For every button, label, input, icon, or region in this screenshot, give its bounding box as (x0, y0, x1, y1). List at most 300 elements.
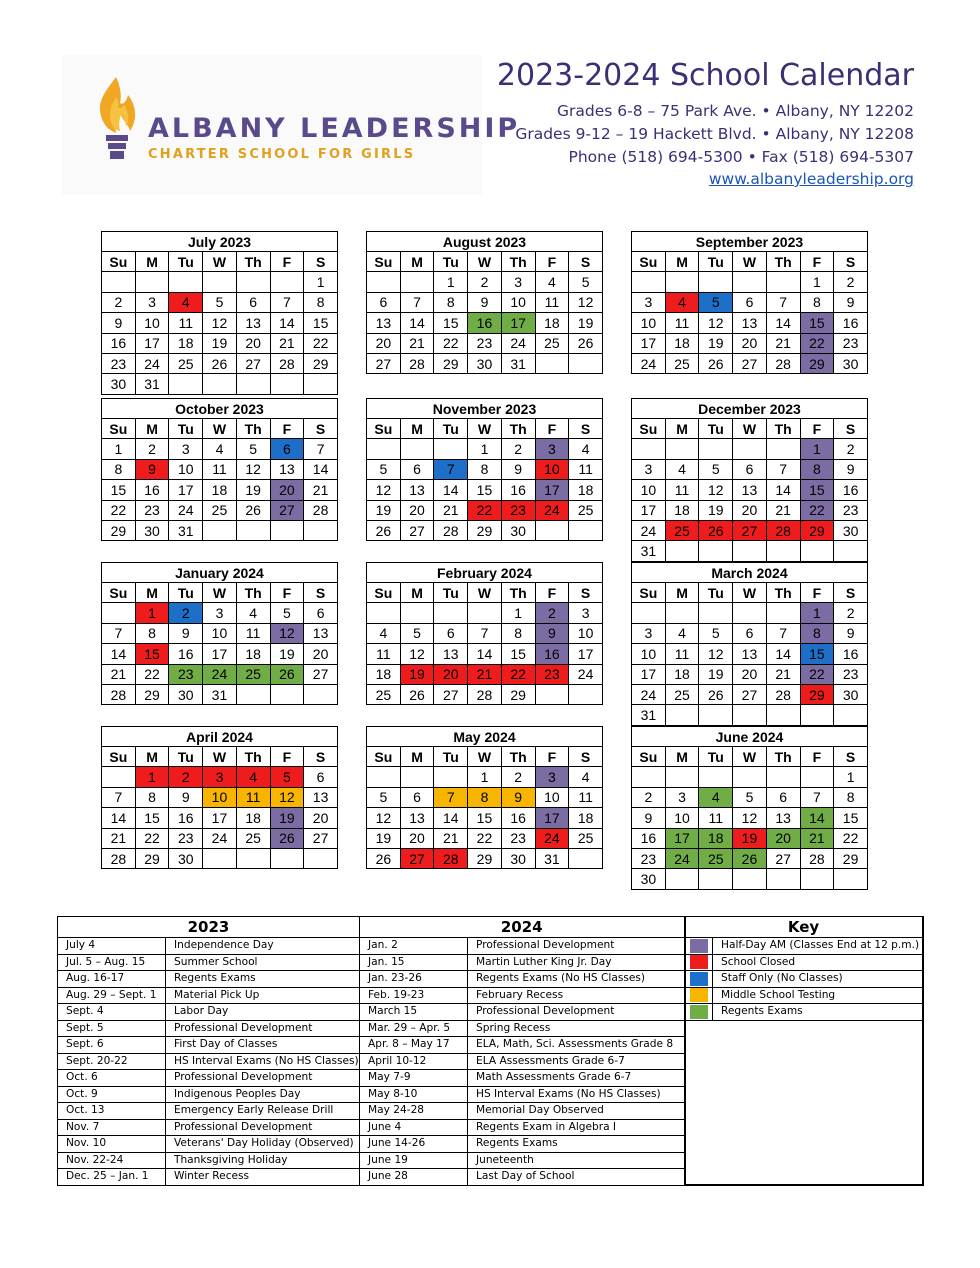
weekday-header: Th (766, 252, 800, 272)
weekday-header: Tu (699, 419, 733, 439)
calendar-day: 15 (304, 313, 338, 333)
calendar-day: 11 (665, 480, 699, 500)
empty-day (203, 272, 237, 292)
calendar-day: 21 (766, 664, 800, 684)
calendar-day: 4 (236, 603, 270, 623)
key-empty-cell (685, 1070, 923, 1087)
address-middle-school: Grades 6-8 – 75 Park Ave. • Albany, NY 12202 (557, 102, 914, 120)
empty-day (367, 439, 401, 459)
calendar-day: 28 (434, 848, 468, 868)
empty-day (270, 848, 304, 868)
event-name-2023: Regents Exams (166, 971, 360, 988)
empty-day (203, 848, 237, 868)
calendar-day: 20 (236, 333, 270, 353)
month-title: November 2023 (367, 399, 603, 419)
week-row (367, 828, 603, 848)
calendar-day: 7 (400, 292, 434, 312)
event-row (58, 1152, 923, 1169)
calendar-day: 27 (236, 353, 270, 373)
week-row (367, 603, 603, 623)
calendar-day: 27 (733, 353, 767, 373)
empty-day (569, 520, 603, 540)
empty-day (632, 272, 666, 292)
key-label: School Closed (713, 954, 923, 971)
week-row (102, 313, 338, 333)
calendar-day: 28 (468, 684, 502, 704)
week-row (632, 541, 868, 561)
empty-day (468, 603, 502, 623)
calendar-day: 29 (468, 520, 502, 540)
calendar-day: 27 (434, 684, 468, 704)
empty-day (699, 541, 733, 561)
weekday-header: Su (102, 747, 136, 767)
calendar-day: 12 (699, 644, 733, 664)
week-row (367, 272, 603, 292)
calendar-day: 17 (169, 480, 203, 500)
calendar-day: 30 (501, 848, 535, 868)
calendar-day: 4 (569, 439, 603, 459)
calendar-day: 11 (569, 459, 603, 479)
calendar-day: 21 (468, 664, 502, 684)
calendar-day: 5 (270, 603, 304, 623)
calendar-day: 27 (304, 828, 338, 848)
calendar-day: 2 (834, 439, 868, 459)
calendar-day: 25 (665, 684, 699, 704)
calendar-day: 10 (665, 808, 699, 828)
week-row (102, 333, 338, 353)
logo-school-name: ALBANY LEADERSHIP (148, 113, 521, 144)
calendar-november-2023 (366, 398, 603, 541)
calendar-day: 31 (632, 541, 666, 561)
event-date-2024: June 28 (360, 1169, 468, 1186)
event-date-2023: Oct. 9 (58, 1086, 166, 1103)
calendar-day: 18 (699, 828, 733, 848)
calendar-day: 25 (236, 664, 270, 684)
week-row (102, 603, 338, 623)
week-row (102, 520, 338, 540)
calendar-day: 18 (569, 808, 603, 828)
calendar-day: 9 (535, 623, 569, 643)
calendar-day: 13 (367, 313, 401, 333)
calendar-day: 1 (135, 767, 169, 787)
calendar-day: 22 (102, 500, 136, 520)
empty-day (304, 374, 338, 394)
week-row (367, 787, 603, 807)
week-row (367, 459, 603, 479)
calendar-day: 12 (270, 787, 304, 807)
event-name-2024: Math Assessments Grade 6-7 (468, 1070, 685, 1087)
empty-day (665, 603, 699, 623)
event-row (58, 1169, 923, 1186)
calendar-day: 17 (632, 333, 666, 353)
event-name-2023: Labor Day (166, 1004, 360, 1021)
empty-day (169, 272, 203, 292)
weekday-header: F (800, 583, 834, 603)
calendar-day: 29 (800, 520, 834, 540)
weekday-header: F (800, 419, 834, 439)
calendar-day: 25 (203, 500, 237, 520)
event-name-2024: Martin Luther King Jr. Day (468, 954, 685, 971)
weekday-header: Th (501, 419, 535, 439)
calendar-day: 25 (569, 828, 603, 848)
calendar-day: 18 (236, 808, 270, 828)
calendar-day: 16 (501, 808, 535, 828)
empty-day (699, 439, 733, 459)
weekday-header: M (665, 252, 699, 272)
calendar-day: 5 (699, 459, 733, 479)
empty-day (102, 767, 136, 787)
weekday-header: F (535, 419, 569, 439)
calendar-day: 15 (800, 480, 834, 500)
calendar-day: 8 (501, 623, 535, 643)
empty-day (236, 374, 270, 394)
weekday-header: S (304, 252, 338, 272)
week-row (367, 664, 603, 684)
calendar-day: 10 (632, 644, 666, 664)
calendar-day: 19 (367, 828, 401, 848)
event-name-2023: Independence Day (166, 938, 360, 955)
calendar-day: 21 (434, 500, 468, 520)
key-swatch-cell (685, 1004, 713, 1021)
event-name-2023: Professional Development (166, 1119, 360, 1136)
calendar-day: 14 (434, 808, 468, 828)
calendar-day: 20 (304, 644, 338, 664)
weekday-header: Tu (434, 252, 468, 272)
week-row (632, 313, 868, 333)
calendar-day: 8 (468, 787, 502, 807)
weekday-header: F (535, 583, 569, 603)
calendar-day: 15 (468, 480, 502, 500)
week-row (632, 787, 868, 807)
empty-day (665, 705, 699, 725)
calendar-day: 9 (834, 292, 868, 312)
empty-day (800, 767, 834, 787)
calendar-day: 31 (169, 520, 203, 540)
empty-day (766, 541, 800, 561)
calendar-day: 3 (501, 272, 535, 292)
calendar-day: 10 (535, 787, 569, 807)
empty-day (733, 439, 767, 459)
week-row (367, 623, 603, 643)
empty-day (270, 684, 304, 704)
calendar-day: 30 (501, 520, 535, 540)
empty-day (236, 272, 270, 292)
weekday-header: M (665, 747, 699, 767)
empty-day (434, 767, 468, 787)
empty-day (569, 848, 603, 868)
calendar-day: 1 (102, 439, 136, 459)
calendar-day: 13 (236, 313, 270, 333)
calendar-day: 20 (270, 480, 304, 500)
calendar-day: 28 (766, 520, 800, 540)
calendar-day: 22 (800, 664, 834, 684)
weekday-header: F (270, 747, 304, 767)
week-row (102, 374, 338, 394)
calendar-day: 24 (569, 664, 603, 684)
calendar-day: 14 (304, 459, 338, 479)
calendar-day: 23 (501, 828, 535, 848)
calendar-day: 4 (169, 292, 203, 312)
calendar-day: 18 (569, 480, 603, 500)
calendar-day: 4 (535, 272, 569, 292)
week-row (102, 272, 338, 292)
calendar-day: 13 (434, 644, 468, 664)
calendar-day: 2 (169, 603, 203, 623)
month-title: April 2024 (102, 727, 338, 747)
weekday-header: Th (236, 747, 270, 767)
calendar-day: 27 (367, 353, 401, 373)
calendar-day: 8 (135, 787, 169, 807)
weekday-header: Tu (434, 747, 468, 767)
weekday-header: Tu (434, 583, 468, 603)
event-name-2023: HS Interval Exams (No HS Classes) (166, 1053, 360, 1070)
weekday-header: Th (501, 252, 535, 272)
events-body (58, 938, 923, 1186)
calendar-day: 25 (169, 353, 203, 373)
week-row (632, 684, 868, 704)
calendar-day: 26 (699, 684, 733, 704)
month-title: January 2024 (102, 563, 338, 583)
calendar-day: 22 (304, 333, 338, 353)
weekday-header: Tu (169, 252, 203, 272)
event-name-2024: Memorial Day Observed (468, 1103, 685, 1120)
week-row (367, 313, 603, 333)
calendar-day: 25 (699, 848, 733, 868)
weekday-header: S (834, 419, 868, 439)
calendar-day: 11 (367, 644, 401, 664)
calendar-day: 29 (135, 848, 169, 868)
calendar-day: 2 (468, 272, 502, 292)
week-row (367, 848, 603, 868)
week-row (632, 353, 868, 373)
month-title: December 2023 (632, 399, 868, 419)
week-row (632, 500, 868, 520)
event-name-2024: Professional Development (468, 1004, 685, 1021)
weekday-header: S (569, 583, 603, 603)
calendar-day: 2 (501, 439, 535, 459)
calendar-day: 16 (535, 644, 569, 664)
calendar-day: 24 (632, 520, 666, 540)
calendar-day: 12 (699, 480, 733, 500)
calendar-day: 29 (135, 684, 169, 704)
event-date-2023: Sept. 20-22 (58, 1053, 166, 1070)
event-date-2023: Nov. 22-24 (58, 1152, 166, 1169)
calendar-day: 21 (102, 664, 136, 684)
calendar-day: 21 (800, 828, 834, 848)
logo-subtitle: CHARTER SCHOOL FOR GIRLS (148, 147, 416, 162)
event-date-2023: Aug. 29 – Sept. 1 (58, 987, 166, 1004)
key-color-swatch (690, 1005, 708, 1019)
weekday-header: F (270, 583, 304, 603)
weekday-header: Su (632, 252, 666, 272)
empty-day (800, 541, 834, 561)
calendar-day: 26 (569, 333, 603, 353)
calendar-day: 5 (236, 439, 270, 459)
calendar-day: 8 (304, 292, 338, 312)
empty-day (236, 684, 270, 704)
event-date-2024: Feb. 19-23 (360, 987, 468, 1004)
empty-day (834, 869, 868, 889)
calendar-day: 13 (304, 623, 338, 643)
calendar-day: 23 (632, 848, 666, 868)
calendar-day: 9 (169, 623, 203, 643)
empty-day (766, 439, 800, 459)
calendar-day: 22 (468, 828, 502, 848)
calendar-day: 12 (569, 292, 603, 312)
weekday-header: M (135, 252, 169, 272)
calendar-day: 19 (203, 333, 237, 353)
calendar-day: 9 (632, 808, 666, 828)
event-name-2023: First Day of Classes (166, 1037, 360, 1054)
key-color-swatch (690, 955, 708, 969)
week-row (102, 828, 338, 848)
calendar-day: 6 (733, 623, 767, 643)
weekday-header: W (468, 583, 502, 603)
weekday-header: W (733, 252, 767, 272)
empty-day (400, 603, 434, 623)
weekday-header: M (135, 747, 169, 767)
calendar-day: 2 (135, 439, 169, 459)
calendar-day: 28 (766, 684, 800, 704)
month-title: August 2023 (367, 232, 603, 252)
website-link[interactable]: www.albanyleadership.org (708, 170, 914, 188)
weekday-header: Su (367, 252, 401, 272)
week-row (367, 439, 603, 459)
calendar-day: 4 (236, 767, 270, 787)
key-empty-cell (685, 1152, 923, 1169)
event-name-2023: Material Pick Up (166, 987, 360, 1004)
empty-day (535, 520, 569, 540)
event-row (58, 1136, 923, 1153)
calendar-day: 31 (203, 684, 237, 704)
empty-day (270, 520, 304, 540)
calendar-day: 25 (236, 828, 270, 848)
calendar-day: 6 (304, 603, 338, 623)
week-row (102, 664, 338, 684)
empty-day (766, 603, 800, 623)
calendar-day: 15 (468, 808, 502, 828)
event-row (58, 1119, 923, 1136)
calendar-day: 1 (468, 439, 502, 459)
calendar-day: 3 (203, 603, 237, 623)
calendar-day: 22 (501, 664, 535, 684)
calendar-february-2024 (366, 562, 603, 705)
calendar-day: 12 (699, 313, 733, 333)
calendar-day: 14 (766, 313, 800, 333)
week-row (632, 480, 868, 500)
week-row (632, 808, 868, 828)
weekday-header: W (468, 252, 502, 272)
week-row (632, 292, 868, 312)
calendar-day: 23 (834, 664, 868, 684)
calendar-day: 7 (102, 787, 136, 807)
week-row (367, 480, 603, 500)
empty-day (270, 374, 304, 394)
calendar-day: 23 (501, 500, 535, 520)
calendar-day: 16 (834, 480, 868, 500)
event-row (58, 1086, 923, 1103)
event-name-2023: Professional Development (166, 1020, 360, 1037)
calendar-day: 15 (834, 808, 868, 828)
calendar-day: 10 (169, 459, 203, 479)
event-date-2024: June 14-26 (360, 1136, 468, 1153)
calendar-day: 14 (766, 480, 800, 500)
weekday-header: W (203, 419, 237, 439)
calendar-day: 25 (535, 333, 569, 353)
calendar-january-2024 (101, 562, 338, 705)
weekday-header: F (800, 252, 834, 272)
week-row (632, 459, 868, 479)
event-date-2023: Aug. 16-17 (58, 971, 166, 988)
event-date-2023: Dec. 25 – Jan. 1 (58, 1169, 166, 1186)
week-row (632, 664, 868, 684)
empty-day (800, 869, 834, 889)
week-row (632, 848, 868, 868)
calendar-day: 24 (501, 333, 535, 353)
calendar-day: 15 (501, 644, 535, 664)
event-name-2024: HS Interval Exams (No HS Classes) (468, 1086, 685, 1103)
empty-day (304, 848, 338, 868)
calendar-day: 23 (169, 828, 203, 848)
calendar-day: 12 (367, 808, 401, 828)
calendar-day: 17 (569, 644, 603, 664)
calendar-day: 20 (733, 664, 767, 684)
calendar-day: 8 (800, 292, 834, 312)
calendar-day: 21 (102, 828, 136, 848)
calendar-day: 5 (400, 623, 434, 643)
calendar-day: 22 (468, 500, 502, 520)
key-swatch-cell (685, 938, 713, 955)
calendar-day: 3 (135, 292, 169, 312)
calendar-day: 14 (102, 644, 136, 664)
calendar-day: 19 (569, 313, 603, 333)
event-row (58, 1103, 923, 1120)
calendar-day: 18 (665, 500, 699, 520)
calendar-day: 6 (236, 292, 270, 312)
event-row (58, 1020, 923, 1037)
calendar-day: 24 (135, 353, 169, 373)
page-title: 2023-2024 School Calendar (496, 58, 914, 93)
calendar-day: 8 (102, 459, 136, 479)
weekday-header: Th (236, 419, 270, 439)
week-row (632, 520, 868, 540)
week-row (632, 272, 868, 292)
calendar-day: 27 (304, 664, 338, 684)
calendar-day: 19 (699, 664, 733, 684)
weekday-header: W (733, 583, 767, 603)
weekday-header: Tu (699, 583, 733, 603)
calendar-day: 3 (632, 459, 666, 479)
calendar-day: 4 (699, 787, 733, 807)
month-title: June 2024 (632, 727, 868, 747)
calendar-day: 17 (535, 480, 569, 500)
event-name-2024: Spring Recess (468, 1020, 685, 1037)
week-row (632, 644, 868, 664)
calendar-day: 19 (733, 828, 767, 848)
key-header: Key (685, 917, 923, 938)
empty-day (766, 705, 800, 725)
event-name-2024: Regents Exam in Algebra I (468, 1119, 685, 1136)
key-empty-cell (685, 1136, 923, 1153)
event-name-2024: February Recess (468, 987, 685, 1004)
week-row (102, 848, 338, 868)
empty-day (270, 272, 304, 292)
empty-day (203, 520, 237, 540)
calendar-day: 8 (834, 787, 868, 807)
calendar-day: 29 (102, 520, 136, 540)
month-title: February 2024 (367, 563, 603, 583)
event-date-2023: Sept. 5 (58, 1020, 166, 1037)
